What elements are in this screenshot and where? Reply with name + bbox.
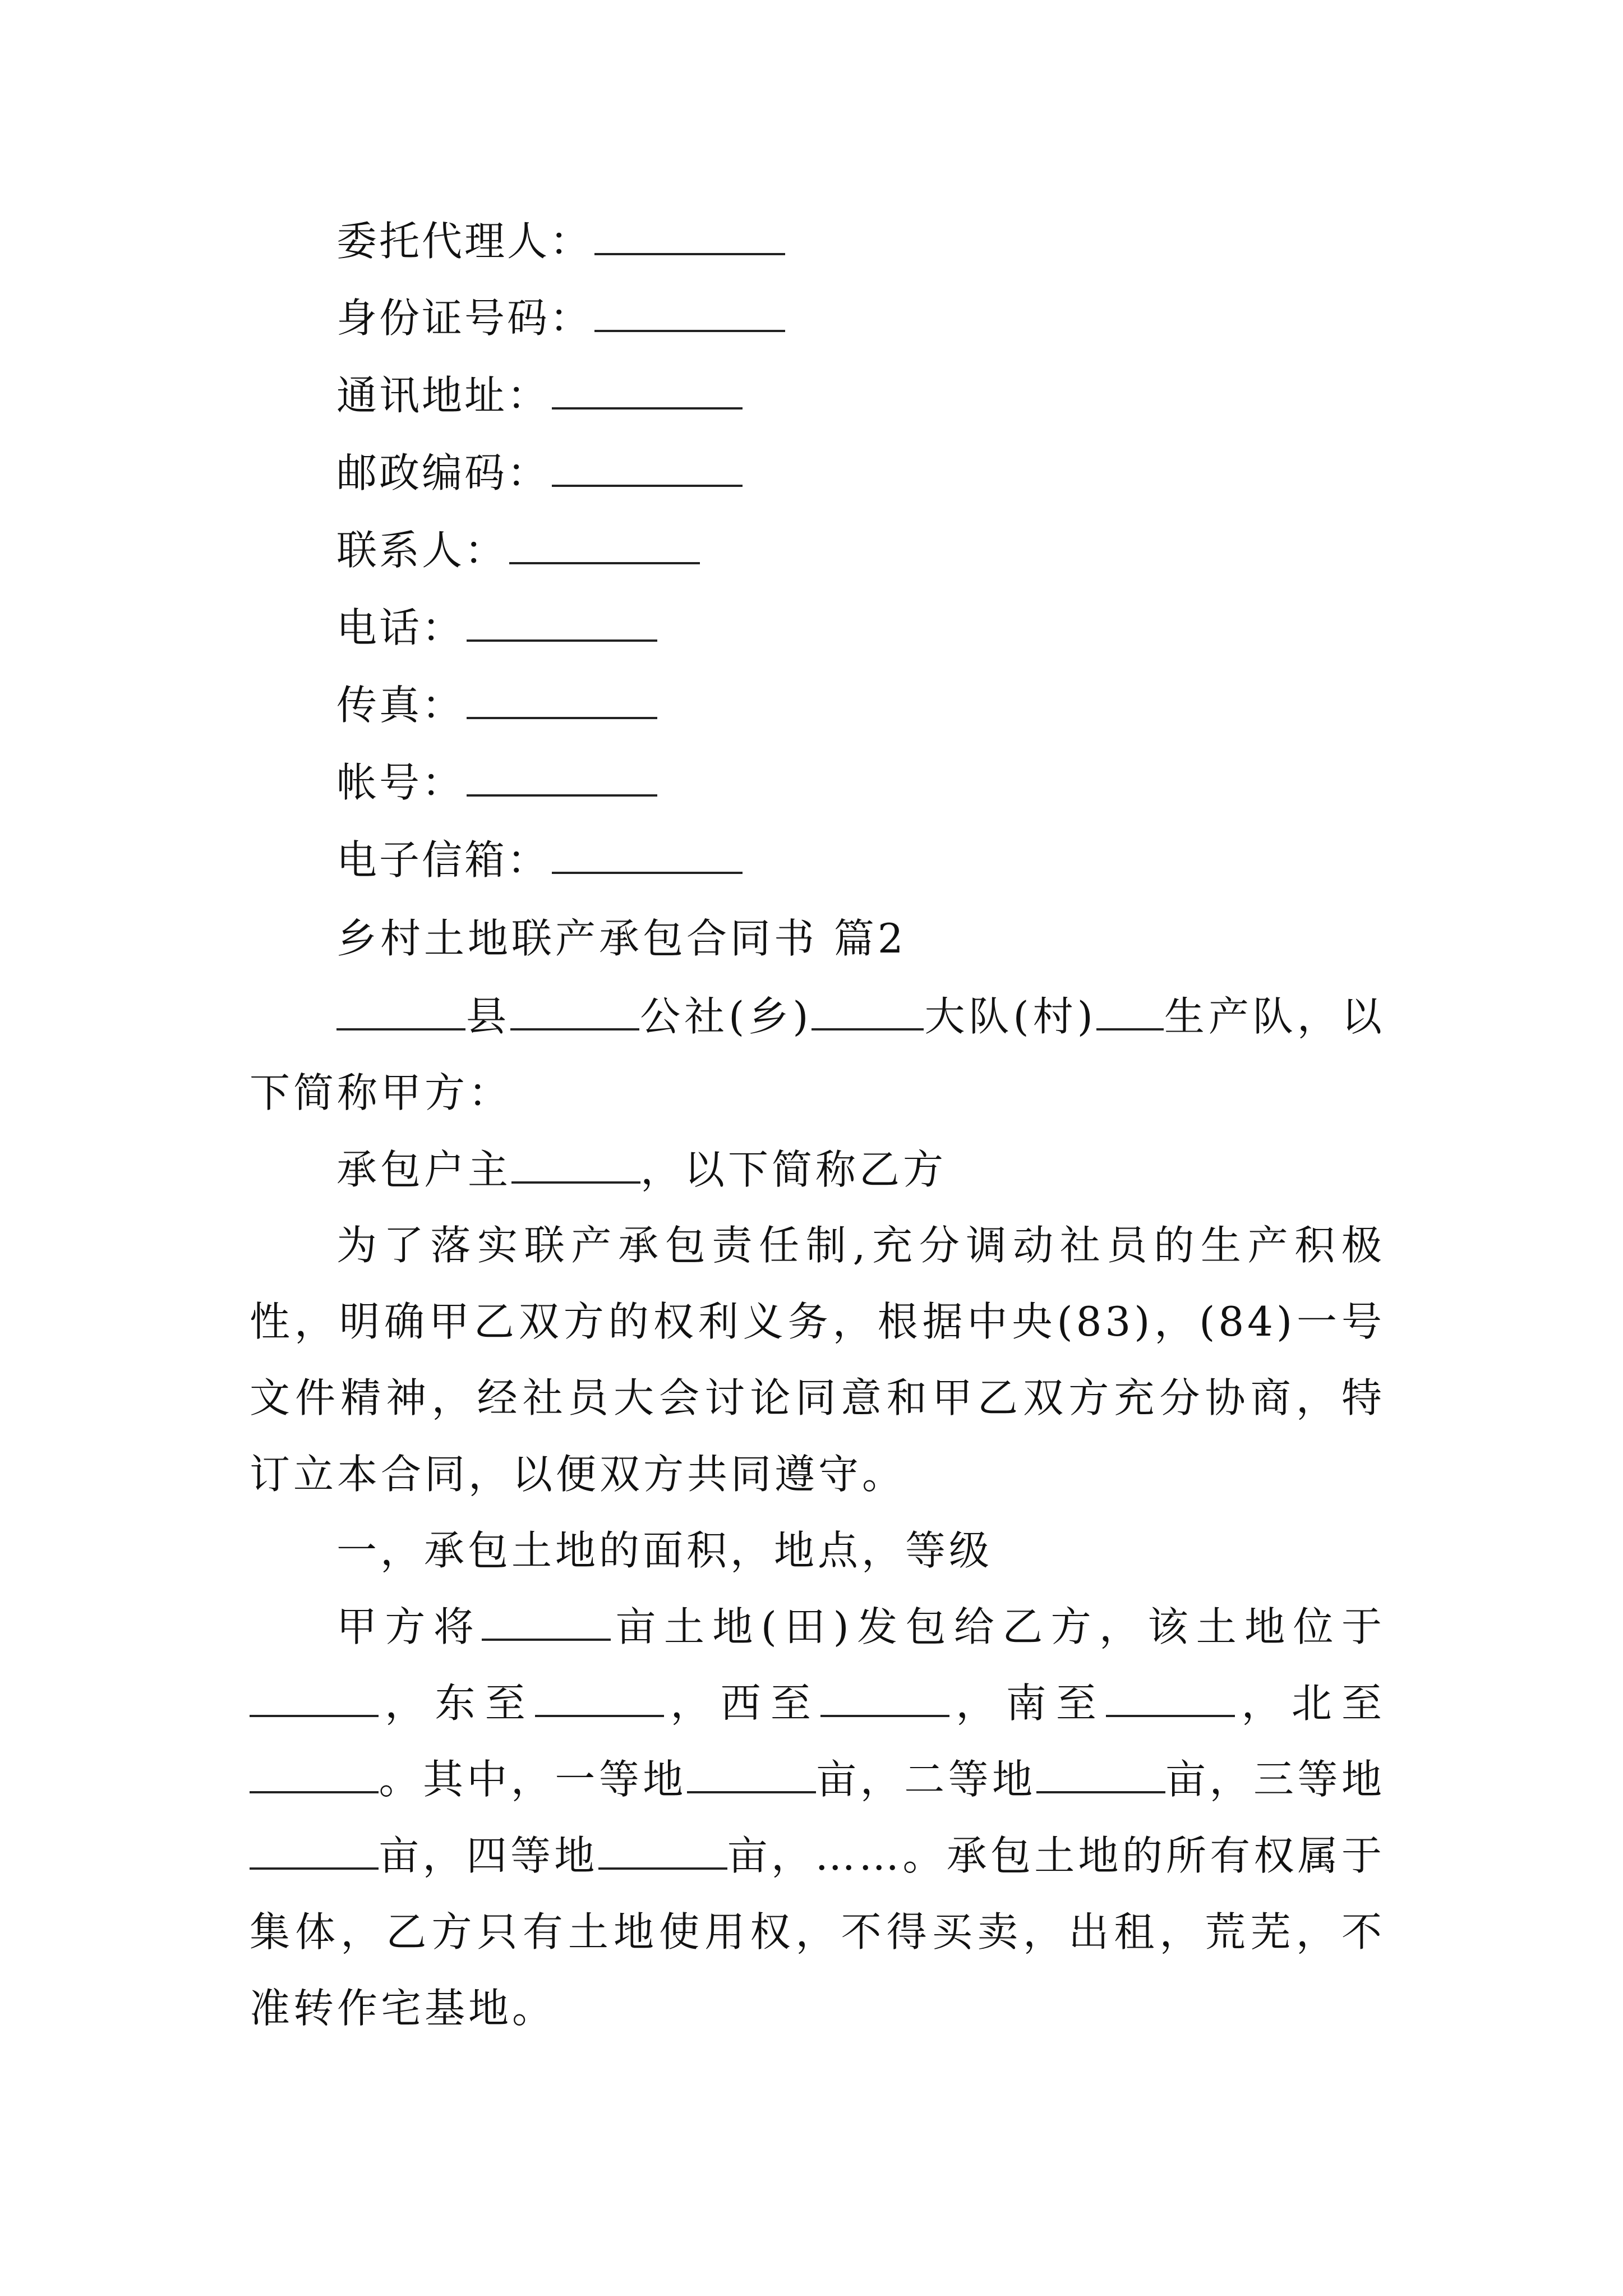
field-fax xyxy=(336,674,657,736)
field-blank xyxy=(594,213,785,255)
field-label: 电话： xyxy=(336,604,465,651)
field-label: 邮政编码： xyxy=(336,449,550,496)
field-label: 委托代理人： xyxy=(336,218,593,265)
field-label: 联系人： xyxy=(336,527,508,574)
field-contact xyxy=(336,519,700,581)
section-title: 乡村土地联产承包合同书 篇2 xyxy=(336,915,907,962)
field-blank xyxy=(467,599,657,642)
field-label: 通讯地址： xyxy=(336,372,550,419)
field-blank xyxy=(509,522,700,564)
party-b-paragraph: 承包户主 ，以下简称乙方 xyxy=(250,1131,1385,1208)
field-blank xyxy=(552,831,743,874)
field-account xyxy=(336,752,657,813)
field-label: 身份证号码： xyxy=(336,295,593,342)
field-blank xyxy=(467,754,657,797)
field-id-number xyxy=(336,287,785,349)
field-blank xyxy=(594,289,785,332)
field-blank xyxy=(552,367,743,409)
field-label: 电子信箱： xyxy=(336,836,550,884)
field-blank xyxy=(467,677,657,719)
party-a-paragraph: 县 公社(乡) 大队(村) 生产队，以下简称甲方： xyxy=(250,978,1385,1131)
field-agent xyxy=(336,210,785,272)
field-postcode xyxy=(336,442,743,504)
field-address xyxy=(336,365,743,426)
field-blank xyxy=(552,444,743,487)
field-email xyxy=(336,829,743,891)
field-phone xyxy=(336,597,657,659)
clause1-title: 一，承包土地的面积，地点，等级 xyxy=(336,1527,993,1574)
field-label: 帐号： xyxy=(336,759,465,806)
field-label: 传真： xyxy=(336,682,465,729)
clause1-paragraph: 甲方将 亩土地(田)发包给乙方，该土地位于，东至 ，西至 ，南至 ，北至。其中，一等地 亩，二等地 亩，三等地亩，四等地 亩，……。承包土地的所有权属于集体，乙方只有土地使用权，不得买卖，出租，荒芜，不准转作宅基地。 xyxy=(250,1589,1385,2046)
preamble-paragraph: 为了落实联产承包责任制,充分调动社员的生产积极性，明确甲乙双方的权利义务，根据中央(83)，(84)一号文件精神，经社员大会讨论同意和甲乙双方充分协商，特订立本合同，以便双方共同遵守。 xyxy=(250,1222,1385,1498)
